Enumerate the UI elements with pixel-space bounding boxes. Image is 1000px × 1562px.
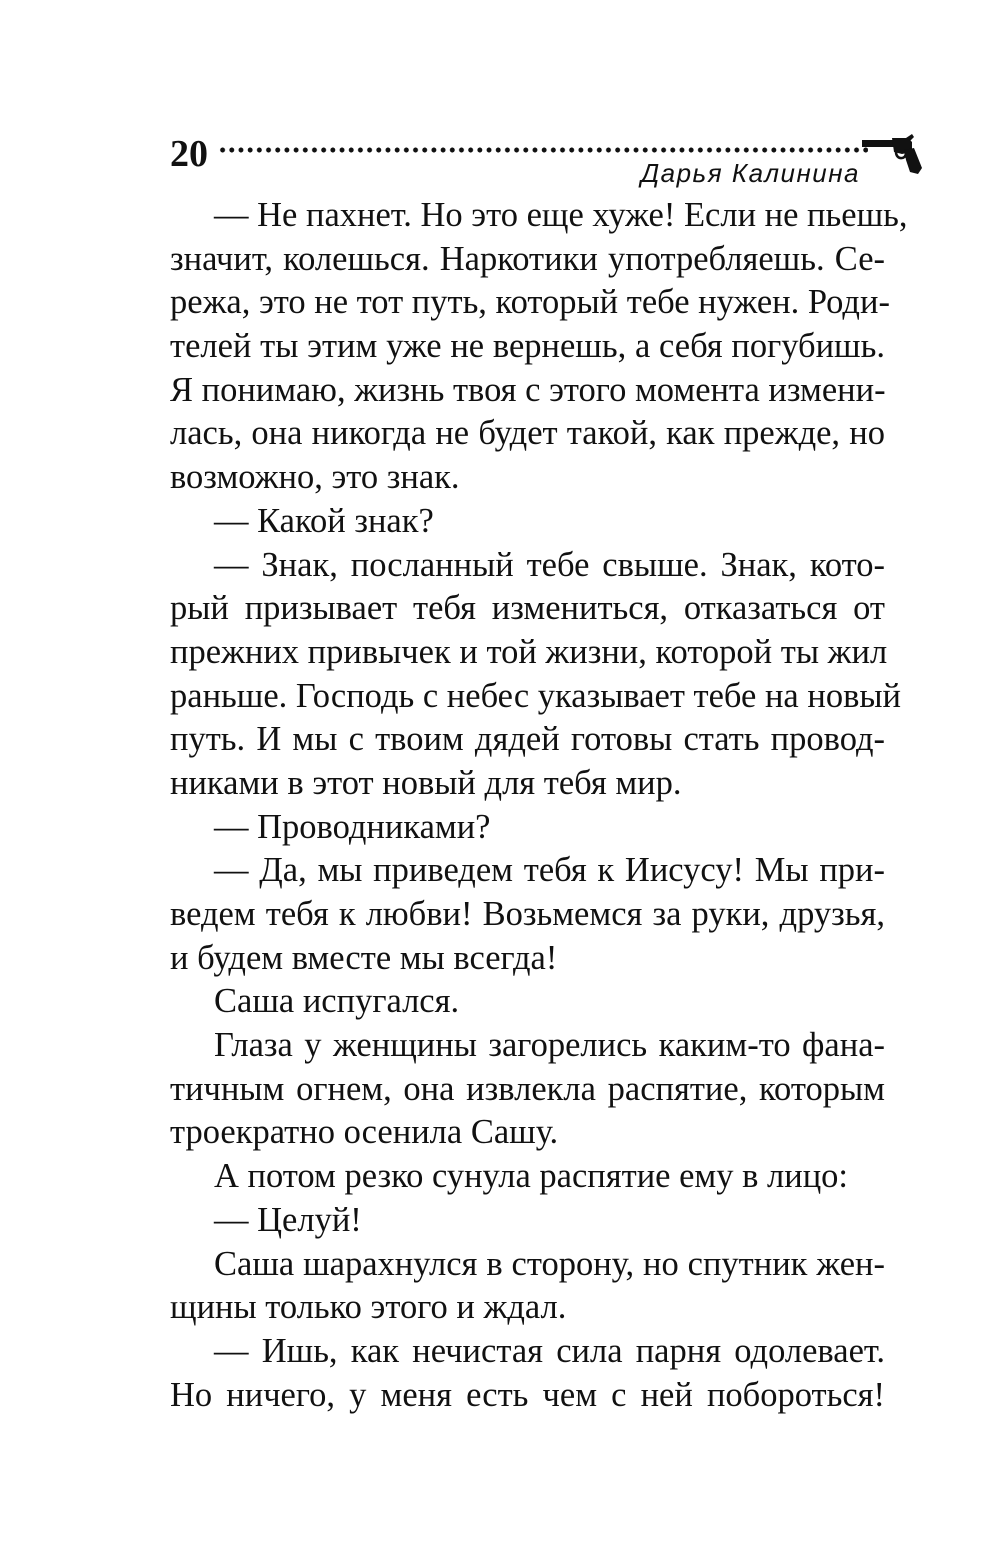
text-line: — Ишь, как нечистая сила парня одолевает. — [214, 1331, 885, 1370]
text-line: Саша шарахнулся в сторону, но спутник жен- — [214, 1244, 885, 1283]
text-line: режа, это не тот путь, который тебе нужен. Роди- — [170, 283, 890, 322]
body-text — [170, 194, 908, 1417]
text-line: возможно, это знак. — [170, 458, 460, 497]
text-line: и будем вместе мы всегда! — [170, 938, 558, 977]
page-number: 20 — [170, 133, 208, 175]
text-line: — Какой знак? — [214, 501, 434, 540]
text-line: — Не пахнет. Но это еще хуже! Если не пьешь, — [214, 196, 908, 234]
dotted-rule — [218, 146, 868, 154]
text-line: тичным огнем, она извлекла распятие, которым — [170, 1069, 885, 1108]
text-line: троекратно осенила Сашу. — [170, 1113, 559, 1152]
text-line: щины только этого и ждал. — [170, 1288, 567, 1327]
text-line: Я понимаю, жизнь твоя с этого момента измени- — [170, 370, 886, 409]
text-line: телей ты этим уже не вернешь, а себя погубишь. — [170, 327, 885, 366]
running-header-author: Дарья Калинина — [640, 158, 860, 188]
text-line: рый призывает тебя измениться, отказаться от — [170, 589, 885, 628]
text-line: прежних привычек и той жизни, которой ты жил — [170, 632, 888, 671]
text-line: — Да, мы приведем тебя к Иисусу! Мы при- — [214, 851, 885, 890]
text-line: А потом резко сунула распятие ему в лицо: — [214, 1157, 849, 1196]
text-line: путь. И мы с твоим дядей готовы стать провод- — [170, 720, 885, 759]
text-line: раньше. Господь с небес указывает тебе на новый — [170, 676, 902, 715]
text-line: ведем тебя к любви! Возьмемся за руки, друзья, — [170, 895, 885, 933]
text-line: — Проводниками? — [214, 807, 491, 846]
revolver-icon — [862, 134, 922, 176]
text-line: Но ничего, у меня есть чем с ней побороться! — [170, 1375, 885, 1414]
text-line: лась, она никогда не будет такой, как прежде, но — [170, 414, 885, 453]
text-line: Саша испугался. — [214, 982, 460, 1021]
text-line: — Знак, посланный тебе свыше. Знак, кото- — [214, 545, 885, 584]
text-line: значит, колешься. Наркотики употребляешь. Се- — [170, 239, 885, 278]
text-line: — Целуй! — [214, 1200, 362, 1239]
text-line: никами в этот новый для тебя мир. — [170, 763, 682, 802]
text-line: Глаза у женщины загорелись каким-то фана- — [214, 1026, 885, 1065]
